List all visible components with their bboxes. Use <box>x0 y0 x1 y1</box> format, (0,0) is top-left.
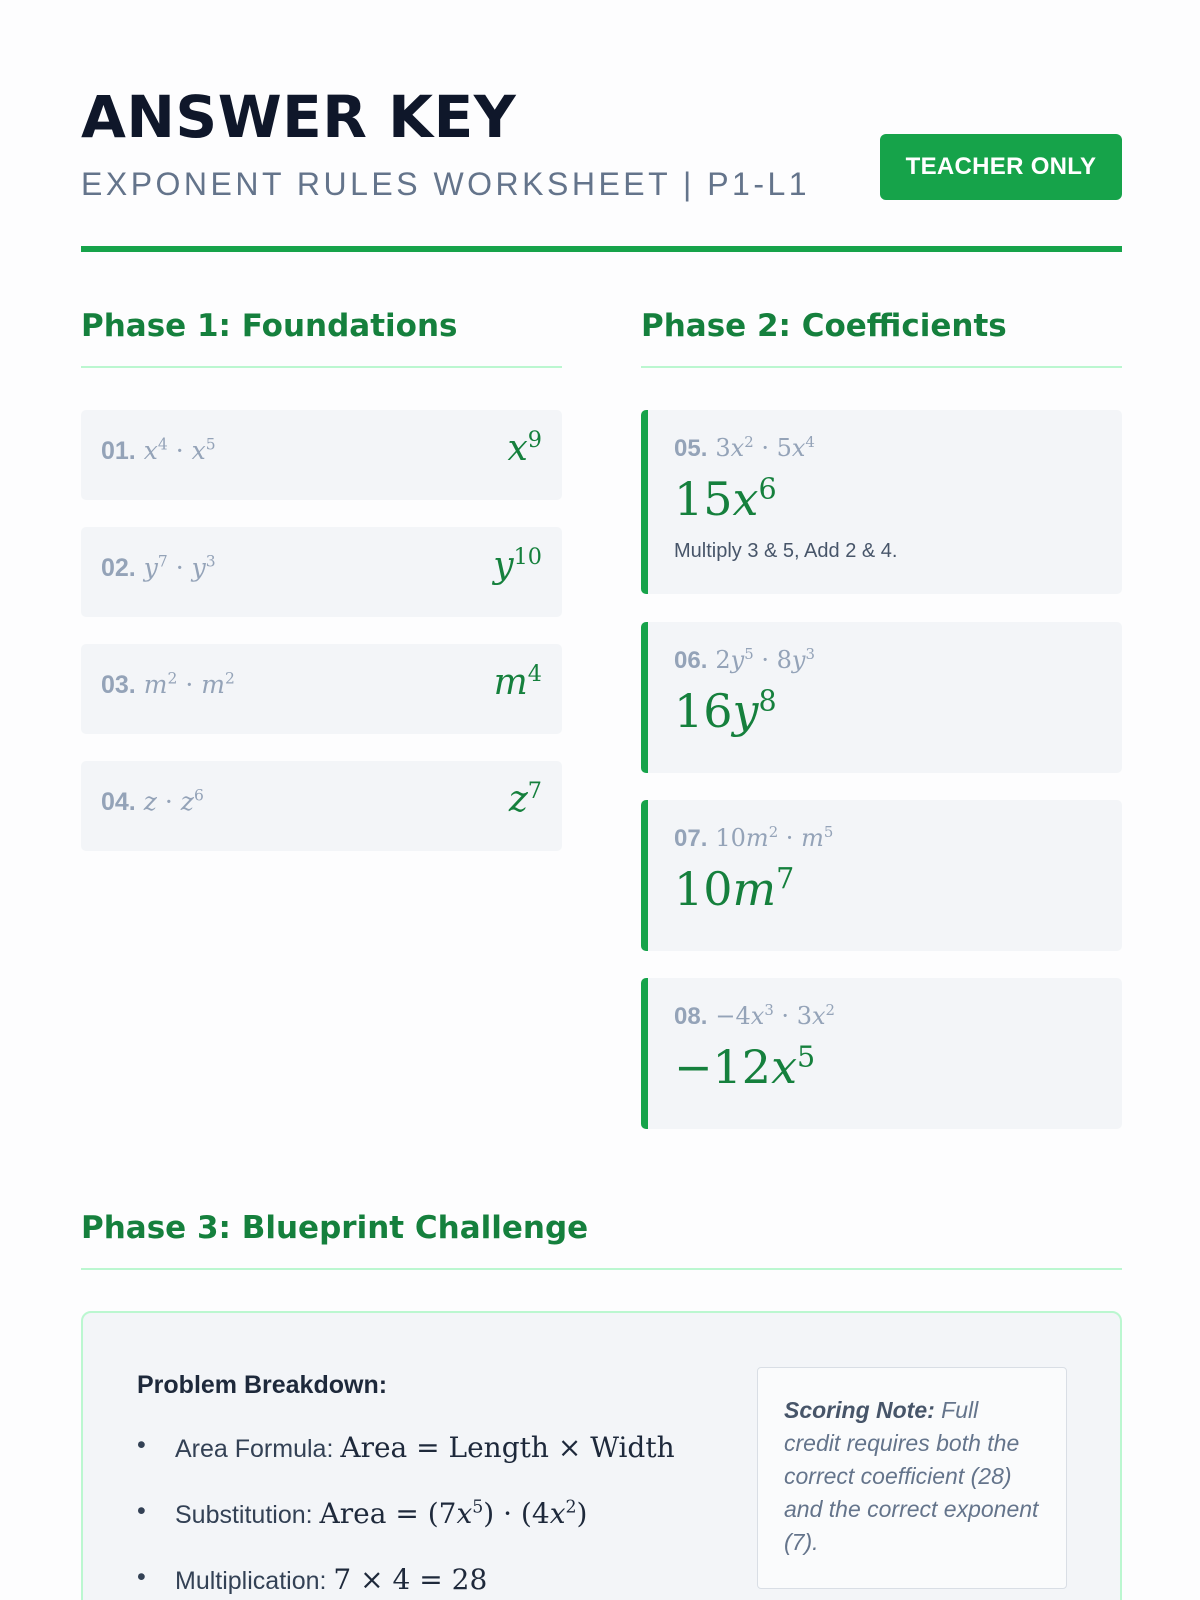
teacher-only-badge: TEACHER ONLY <box>880 134 1122 200</box>
list-item: • Multiplication: 7 × 4 = 28 <box>137 1563 675 1600</box>
problem-answer: $x^9$ <box>507 427 542 469</box>
problem-answer: $16y^8$ <box>674 684 777 738</box>
problem-card-05 <box>641 410 1122 594</box>
list-item: • Area Formula: Area = Length × Width <box>137 1431 675 1497</box>
problem-card-04 <box>81 761 562 851</box>
problem-answer: $y^{10}$ <box>493 544 542 586</box>
list-item: • Substitution: Area = $(7x^5) \cdot (4x^2)$ <box>137 1497 675 1563</box>
problem-expression: 01. $x^4 \cdot x^5$ <box>101 435 216 465</box>
problem-card-02 <box>81 527 562 617</box>
phase2-title: Phase 2: Coefficients <box>641 308 1007 344</box>
problem-expression: 08. $-4x^3 \cdot 3x^2$ <box>674 1001 835 1030</box>
header-divider <box>81 246 1122 252</box>
phase1-divider <box>81 366 562 368</box>
problem-answer: $z^7$ <box>508 778 542 820</box>
phase3-title: Phase 3: Blueprint Challenge <box>81 1210 589 1246</box>
problem-card-07 <box>641 800 1122 951</box>
problem-expression: 04. $z \cdot z^6$ <box>101 786 204 816</box>
problem-expression: 02. $y^7 \cdot y^3$ <box>101 552 216 582</box>
breakdown-heading: Problem Breakdown: <box>137 1371 388 1399</box>
problem-card-06 <box>641 622 1122 773</box>
scoring-note: Scoring Note: Full credit requires both the correct coefficient (28) and the correct exponent (7). <box>757 1367 1067 1589</box>
problem-answer: $10m^7$ <box>674 862 795 916</box>
problem-answer: $m^4$ <box>493 661 542 703</box>
problem-expression: 06. $2y^5 \cdot 8y^3$ <box>674 645 815 674</box>
problem-card-08 <box>641 978 1122 1129</box>
problem-card-01 <box>81 410 562 500</box>
solution-hint: Multiply 3 & 5, Add 2 & 4. <box>674 540 898 562</box>
page-subtitle: EXPONENT RULES WORKSHEET | P1-L1 <box>81 166 811 202</box>
problem-answer: $15x^6$ <box>674 472 777 526</box>
phase3-divider <box>81 1268 1122 1270</box>
problem-expression: 07. $10m^2 \cdot m^5$ <box>674 823 834 852</box>
page-header <box>81 82 1122 254</box>
problem-expression: 05. $3x^2 \cdot 5x^4$ <box>674 433 815 462</box>
page-title: ANSWER KEY <box>81 83 517 151</box>
breakdown-list <box>137 1431 675 1600</box>
problem-card-03 <box>81 644 562 734</box>
phase1-title: Phase 1: Foundations <box>81 308 458 344</box>
problem-answer: $-12x^5$ <box>674 1040 816 1094</box>
blueprint-panel <box>81 1311 1122 1600</box>
problem-expression: 03. $m^2 \cdot m^2$ <box>101 669 235 699</box>
phase2-divider <box>641 366 1122 368</box>
